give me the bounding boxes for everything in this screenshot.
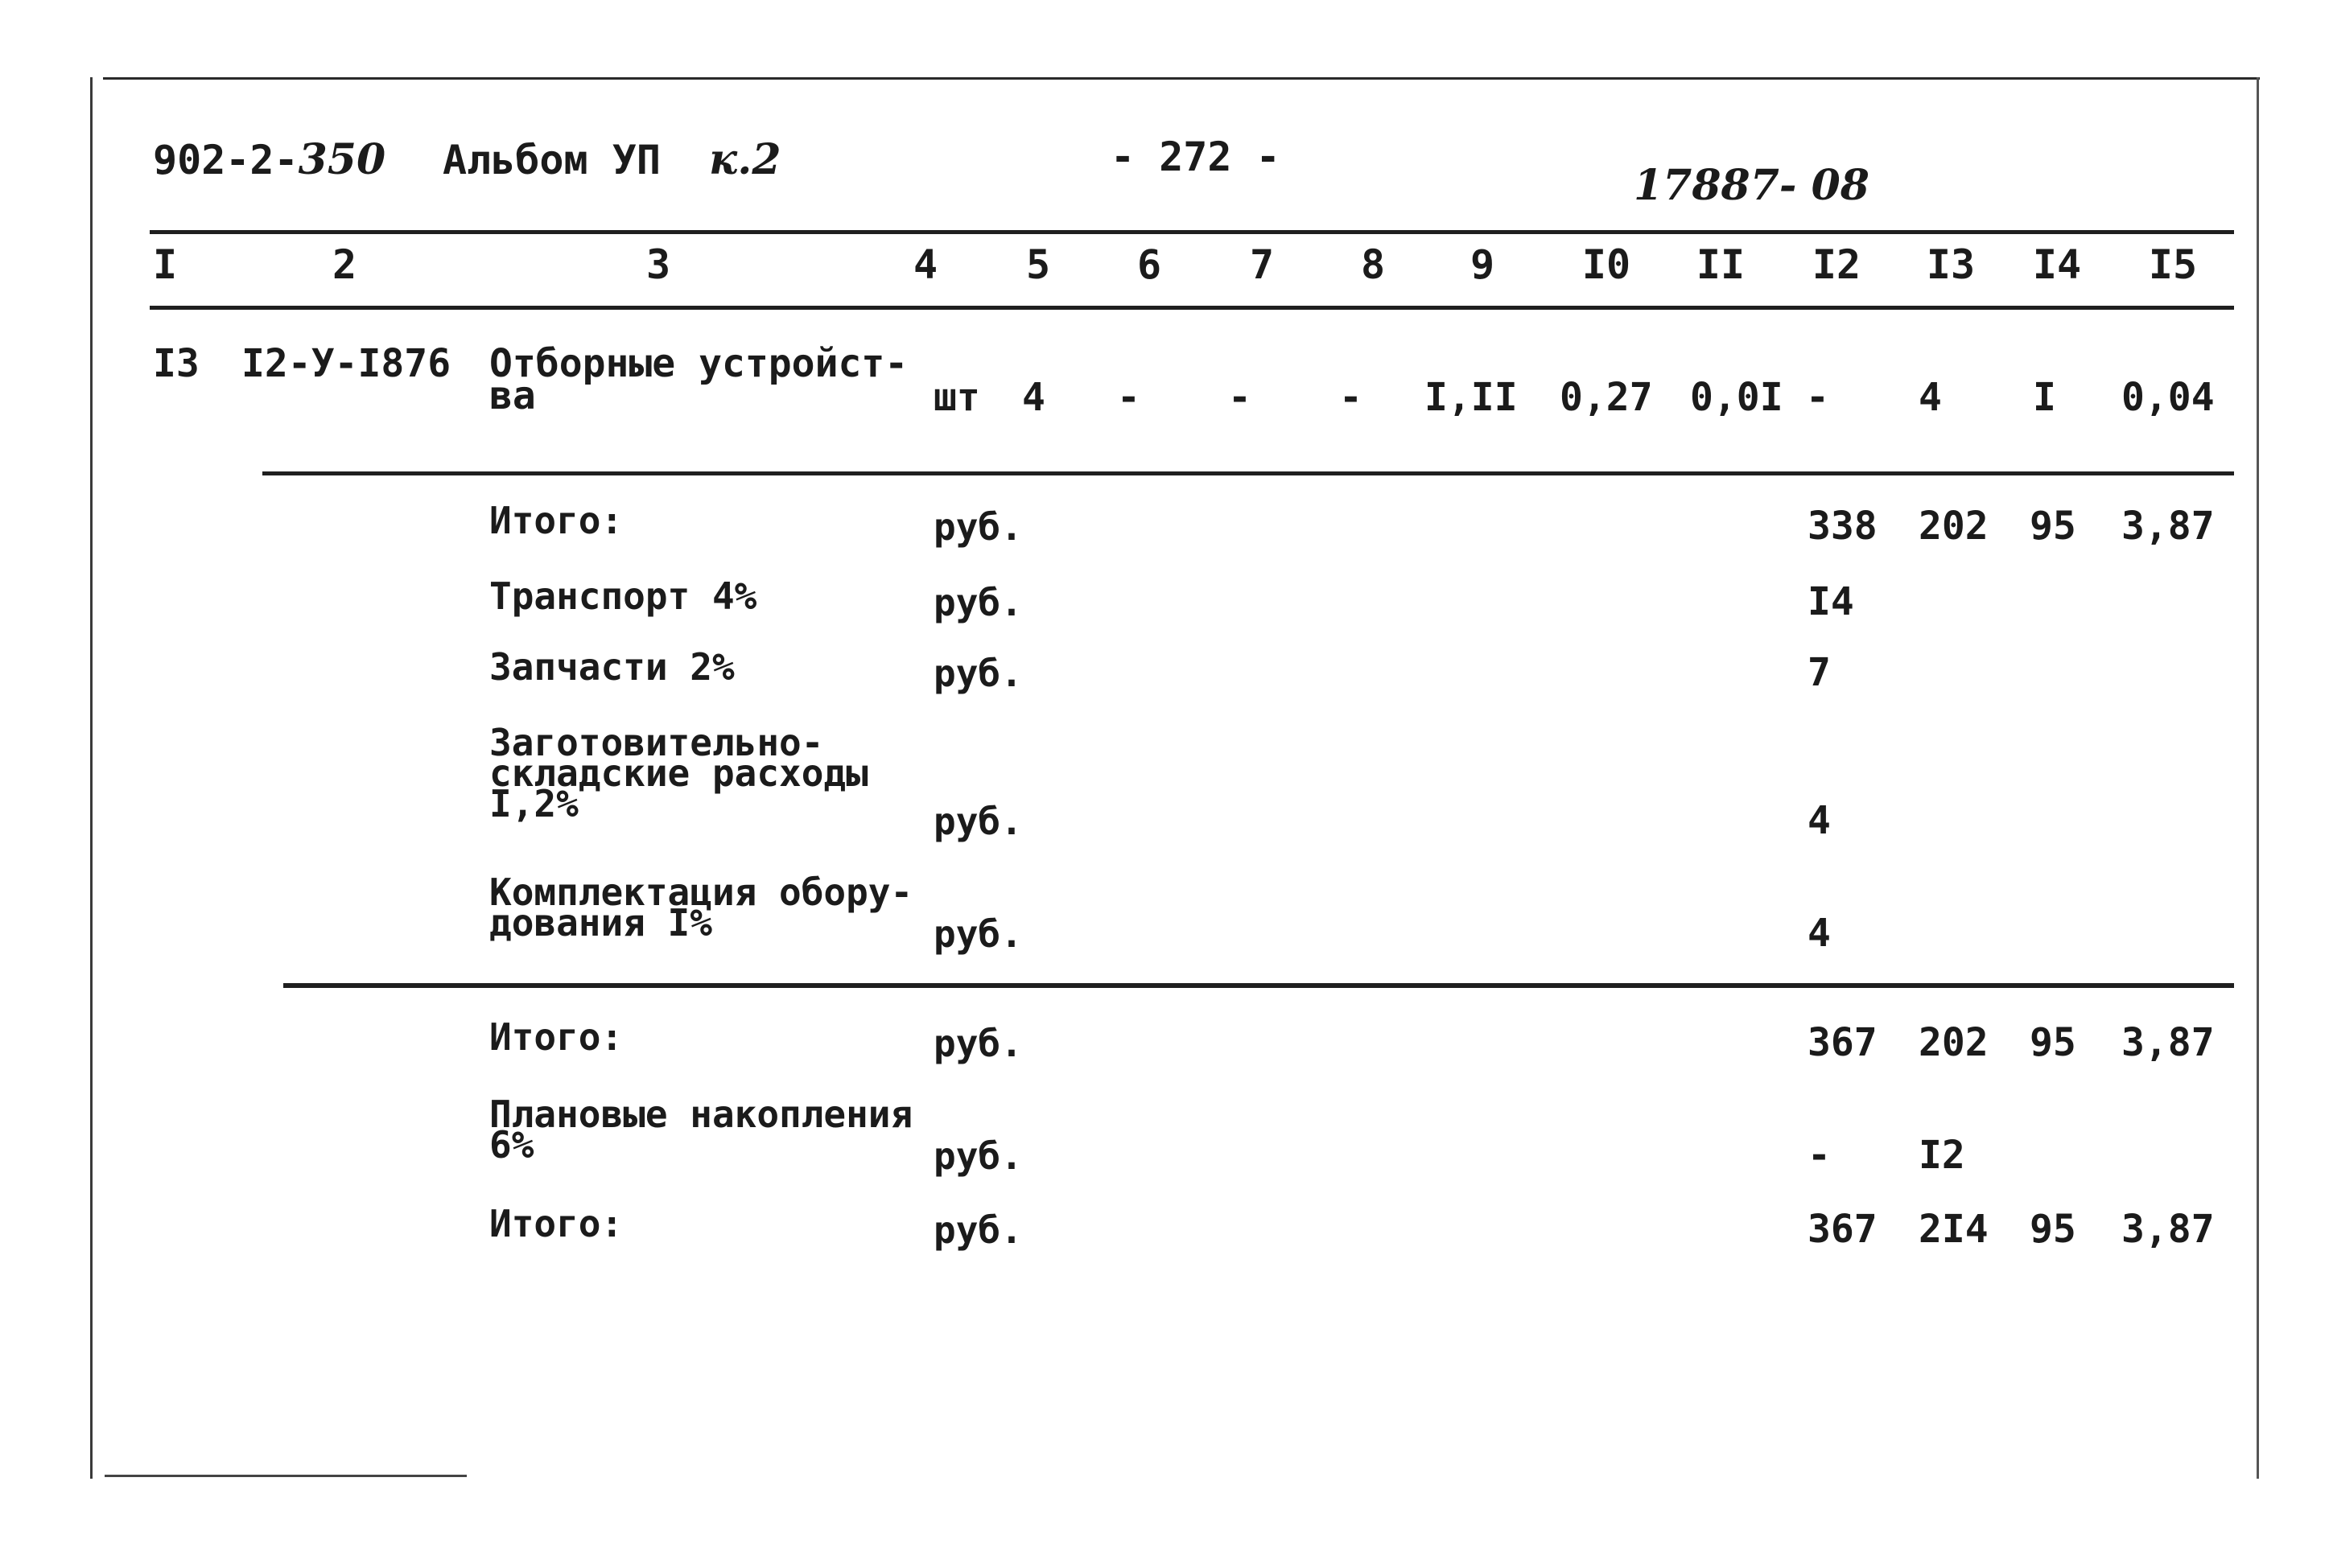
item-c9: I,II [1424, 375, 1518, 420]
col-header: 3 [645, 241, 671, 288]
col-header: 8 [1360, 241, 1386, 288]
summary-unit: руб. [934, 505, 1023, 549]
col-header: II [1696, 241, 1746, 288]
summary-label: Транспорт 4% [489, 574, 757, 618]
summary-unit: руб. [934, 800, 1023, 843]
frame-bottom-border [105, 1475, 467, 1477]
item-c15: 0,04 [2121, 375, 2215, 420]
frame-top-border [103, 77, 2260, 80]
summary-label: Итого: [489, 499, 624, 542]
item-unit: шт [934, 375, 980, 420]
item-c14: I [2033, 375, 2056, 420]
col-header: 2 [332, 241, 357, 288]
album-label [443, 135, 781, 184]
col-header: I2 [1812, 241, 1861, 288]
item-c10: 0,27 [1560, 375, 1653, 420]
summary-c15: 3,87 [2121, 1020, 2215, 1065]
summary-c15: 3,87 [2121, 1207, 2215, 1252]
summary-c12: 7 [1808, 650, 1831, 695]
summary-label: Комплектация обору- дования I% [489, 870, 913, 945]
col-header: I0 [1581, 241, 1631, 288]
doc-code [153, 135, 385, 184]
summary-unit: руб. [934, 652, 1023, 695]
col-header: 9 [1470, 241, 1495, 288]
item-name-line2: ва [489, 373, 536, 418]
item-c12: - [1806, 375, 1829, 420]
col-header: I [152, 241, 178, 288]
registration-number: 17887- 08 [1634, 161, 1869, 210]
summary-c12: - [1808, 1133, 1831, 1178]
col-header: I4 [2032, 241, 2082, 288]
item-separator-rule [262, 471, 2234, 475]
item-c7: - [1228, 375, 1251, 420]
summary-c13: 202 [1919, 504, 1989, 549]
summary-unit: руб. [934, 912, 1023, 956]
item-code: I2-У-I876 [241, 341, 451, 386]
subtotal-separator-rule [283, 983, 2234, 988]
summary-c13: I2 [1919, 1133, 1965, 1178]
summary-c12: 367 [1808, 1020, 1878, 1065]
summary-label: Плановые накопления 6% [489, 1093, 913, 1167]
col-header: 7 [1249, 241, 1275, 288]
item-c6: - [1117, 375, 1140, 420]
summary-c12: 4 [1808, 798, 1831, 843]
album-part-handwritten: к.2 [709, 135, 781, 184]
doc-code-handwritten: 350 [298, 135, 386, 184]
summary-label: Заготовительно- складские расходы I,2% [489, 721, 868, 825]
summary-c12: 4 [1808, 911, 1831, 956]
item-name-line1: Отборные устройст- [489, 341, 909, 386]
summary-c13: 2I4 [1919, 1207, 1989, 1252]
summary-label: Итого: [489, 1015, 624, 1059]
summary-c15: 3,87 [2121, 504, 2215, 549]
page-number: - 272 - [1111, 134, 1280, 180]
frame-right-border [2257, 77, 2259, 1479]
item-pos: I3 [153, 341, 200, 386]
album-label-text: Альбом УП [443, 137, 661, 183]
item-c11: 0,0I [1690, 375, 1783, 420]
col-header: 5 [1025, 241, 1051, 288]
header-bottom-rule [150, 306, 2234, 310]
summary-c12: 338 [1808, 504, 1878, 549]
item-c13: 4 [1919, 375, 1942, 420]
summary-unit: руб. [934, 1134, 1023, 1178]
summary-c13: 202 [1919, 1020, 1989, 1065]
summary-c12: I4 [1808, 579, 1854, 624]
summary-unit: руб. [934, 1208, 1023, 1252]
item-c5: 4 [1022, 375, 1045, 420]
frame-left-border [90, 77, 93, 1479]
doc-code-printed: 902-2- [153, 137, 299, 183]
summary-c14: 95 [2030, 504, 2076, 549]
summary-c14: 95 [2030, 1207, 2076, 1252]
summary-label: Запчасти 2% [489, 645, 735, 689]
summary-c14: 95 [2030, 1020, 2076, 1065]
col-header: 4 [913, 241, 938, 288]
summary-label: Итого: [489, 1202, 624, 1245]
summary-unit: руб. [934, 1022, 1023, 1065]
col-header: I5 [2148, 241, 2198, 288]
col-header: I3 [1926, 241, 1976, 288]
summary-c12: 367 [1808, 1207, 1878, 1252]
item-c8: - [1339, 375, 1362, 420]
header-top-rule [150, 230, 2234, 234]
col-header: 6 [1136, 241, 1162, 288]
summary-unit: руб. [934, 581, 1023, 624]
